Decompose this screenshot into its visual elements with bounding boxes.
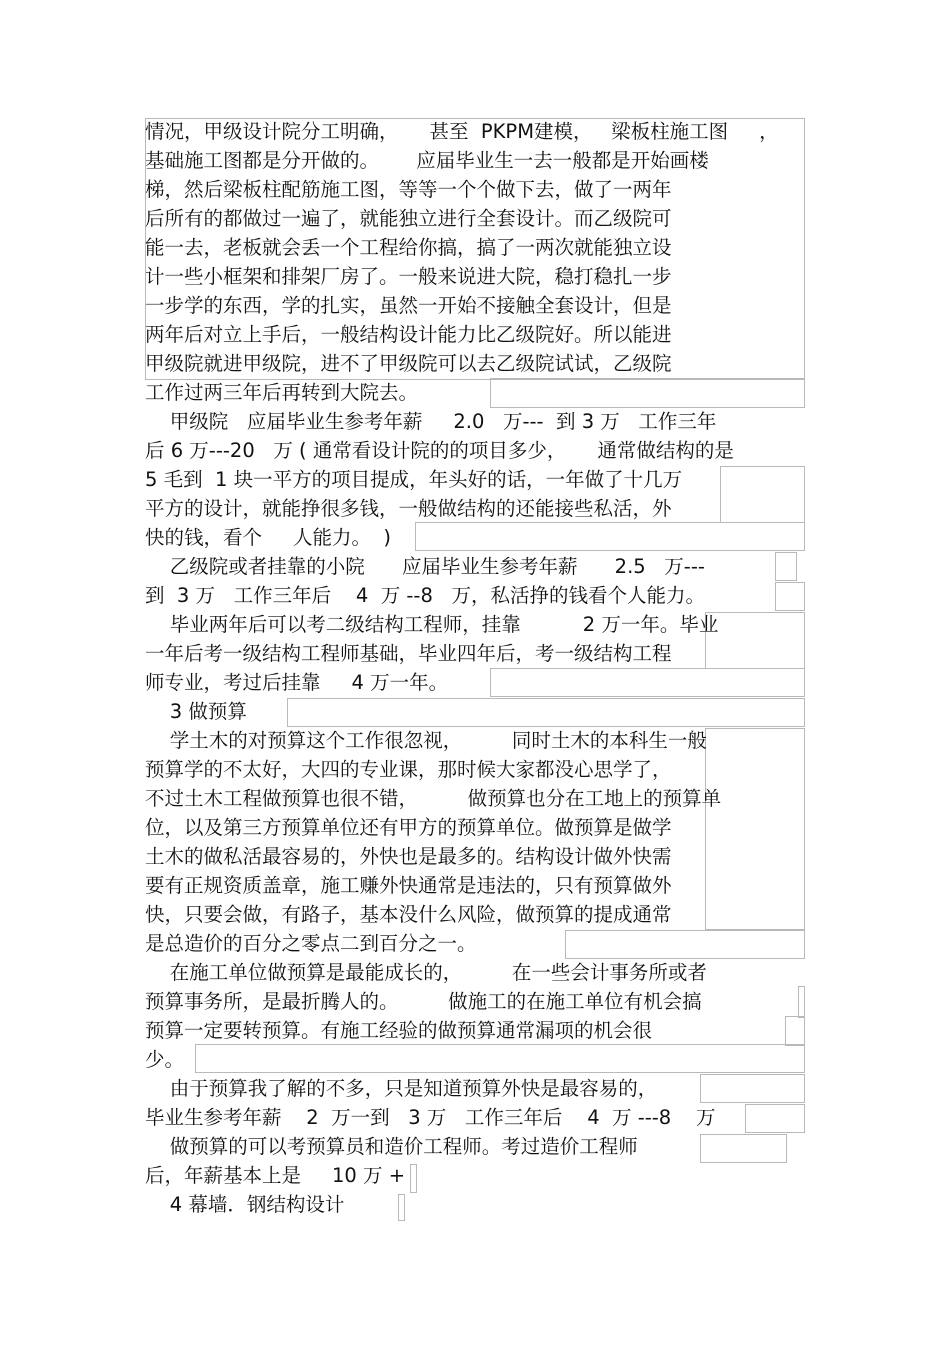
body-line: 一步学的东西，学的扎实，虽然一开始不接触全套设计，但是 — [145, 294, 672, 317]
body-line: 两年后对立上手后，一般结构设计能力比乙级院好。所以能进 — [145, 323, 672, 346]
text-frame — [785, 1016, 805, 1046]
text-frame — [798, 986, 805, 1018]
body-line: 梯，然后梁板柱配筋施工图，等等一个个做下去，做了一两年 — [145, 178, 672, 201]
body-line: 到 3 万 工作三年后 4 万 --8 万，私活挣的钱看个人能力。 — [145, 584, 705, 607]
body-line: 学土木的对预算这个工作很忽视， 同时土木的本科生一般 — [145, 729, 707, 752]
text-frame — [415, 522, 805, 551]
text-frame — [410, 1164, 417, 1193]
body-line: 师专业，考过后挂靠 4 万一年。 — [145, 671, 449, 694]
body-line: 快，只要会做，有路子，基本没什么风险，做预算的提成通常 — [145, 903, 672, 926]
text-frame — [195, 1044, 805, 1073]
body-line: 是总造价的百分之零点二到百分之一。 — [145, 932, 477, 955]
body-line: 预算学的不太好，大四的专业课，那时候大家都没心思学了， — [145, 758, 672, 781]
text-frame — [287, 698, 805, 727]
text-frame — [775, 552, 797, 581]
body-line: 计一些小框架和排架厂房了。一般来说进大院，稳打稳扎一步 — [145, 265, 672, 288]
body-line: 后所有的都做过一遍了，就能独立进行全套设计。而乙级院可 — [145, 207, 672, 230]
text-frame — [490, 668, 805, 697]
body-line: 甲级院 应届毕业生参考年薪 2.0 万--- 到 3 万 工作三年 — [145, 410, 717, 433]
body-line: 快的钱，看个 人能力。 ) — [145, 526, 391, 549]
body-line: 不过土木工程做预算也很不错， 做预算也分在工地上的预算单 — [145, 787, 722, 810]
body-line: 预算一定要转预算。有施工经验的做预算通常漏项的机会很 — [145, 1019, 653, 1042]
body-line: 位，以及第三方预算单位还有甲方的预算单位。做预算是做学 — [145, 816, 672, 839]
body-line: 后 6 万---20 万 ( 通常看设计院的的项目多少， 通常做结构的是 — [145, 439, 734, 462]
text-frame — [700, 1134, 787, 1163]
body-line: 毕业生参考年薪 2 万一到 3 万 工作三年后 4 万 ---8 万 — [145, 1106, 716, 1129]
section-heading: 4 幕墙．钢结构设计 — [145, 1193, 345, 1216]
body-line: 毕业两年后可以考二级结构工程师，挂靠 2 万一年。毕业 — [145, 613, 719, 636]
body-line: 预算事务所，是最折腾人的。 做施工的在施工单位有机会搞 — [145, 990, 702, 1013]
body-line: 土木的做私活最容易的，外快也是最多的。结构设计做外快需 — [145, 845, 672, 868]
body-line: 基础施工图都是分开做的。 应届毕业生一去一般都是开始画楼 — [145, 149, 709, 172]
text-frame — [745, 1104, 805, 1133]
body-line: 平方的设计，就能挣很多钱，一般做结构的还能接些私活，外 — [145, 497, 672, 520]
body-line: 工作过两三年后再转到大院去。 — [145, 381, 419, 404]
body-line: 一年后考一级结构工程师基础，毕业四年后，考一级结构工程 — [145, 642, 672, 665]
text-frame — [700, 1074, 805, 1103]
text-frame — [720, 466, 805, 523]
body-line: 甲级院就进甲级院，进不了甲级院可以去乙级院试试，乙级院 — [145, 352, 672, 375]
body-line: 后，年薪基本上是 10 万 + — [145, 1164, 406, 1187]
text-frame — [398, 1194, 405, 1221]
body-line: 做预算的可以考预算员和造价工程师。考过造价工程师 — [145, 1135, 638, 1158]
body-line: 能一去，老板就会丢一个工程给你搞，搞了一两次就能独立设 — [145, 236, 672, 259]
text-frame — [490, 378, 805, 408]
section-heading: 3 做预算 — [145, 700, 247, 723]
body-line: 乙级院或者挂靠的小院 应届毕业生参考年薪 2.5 万--- — [145, 555, 705, 578]
text-frame — [775, 582, 805, 611]
body-line: 要有正规资质盖章，施工赚外快通常是违法的，只有预算做外 — [145, 874, 672, 897]
body-line: 在施工单位做预算是最能成长的， 在一些会计事务所或者 — [145, 961, 707, 984]
text-frame — [565, 930, 805, 959]
body-line: 少。 — [145, 1048, 185, 1071]
body-line: 5 毛到 1 块一平方的项目提成，年头好的话，一年做了十几万 — [145, 468, 683, 491]
text-frame — [705, 728, 805, 930]
text-frame — [705, 612, 805, 669]
body-line: 情况，甲级设计院分工明确， 甚至 PKPM建模， 梁板柱施工图 ， — [145, 120, 779, 143]
body-line: 由于预算我了解的不多，只是知道预算外快是最容易的， — [145, 1077, 658, 1100]
